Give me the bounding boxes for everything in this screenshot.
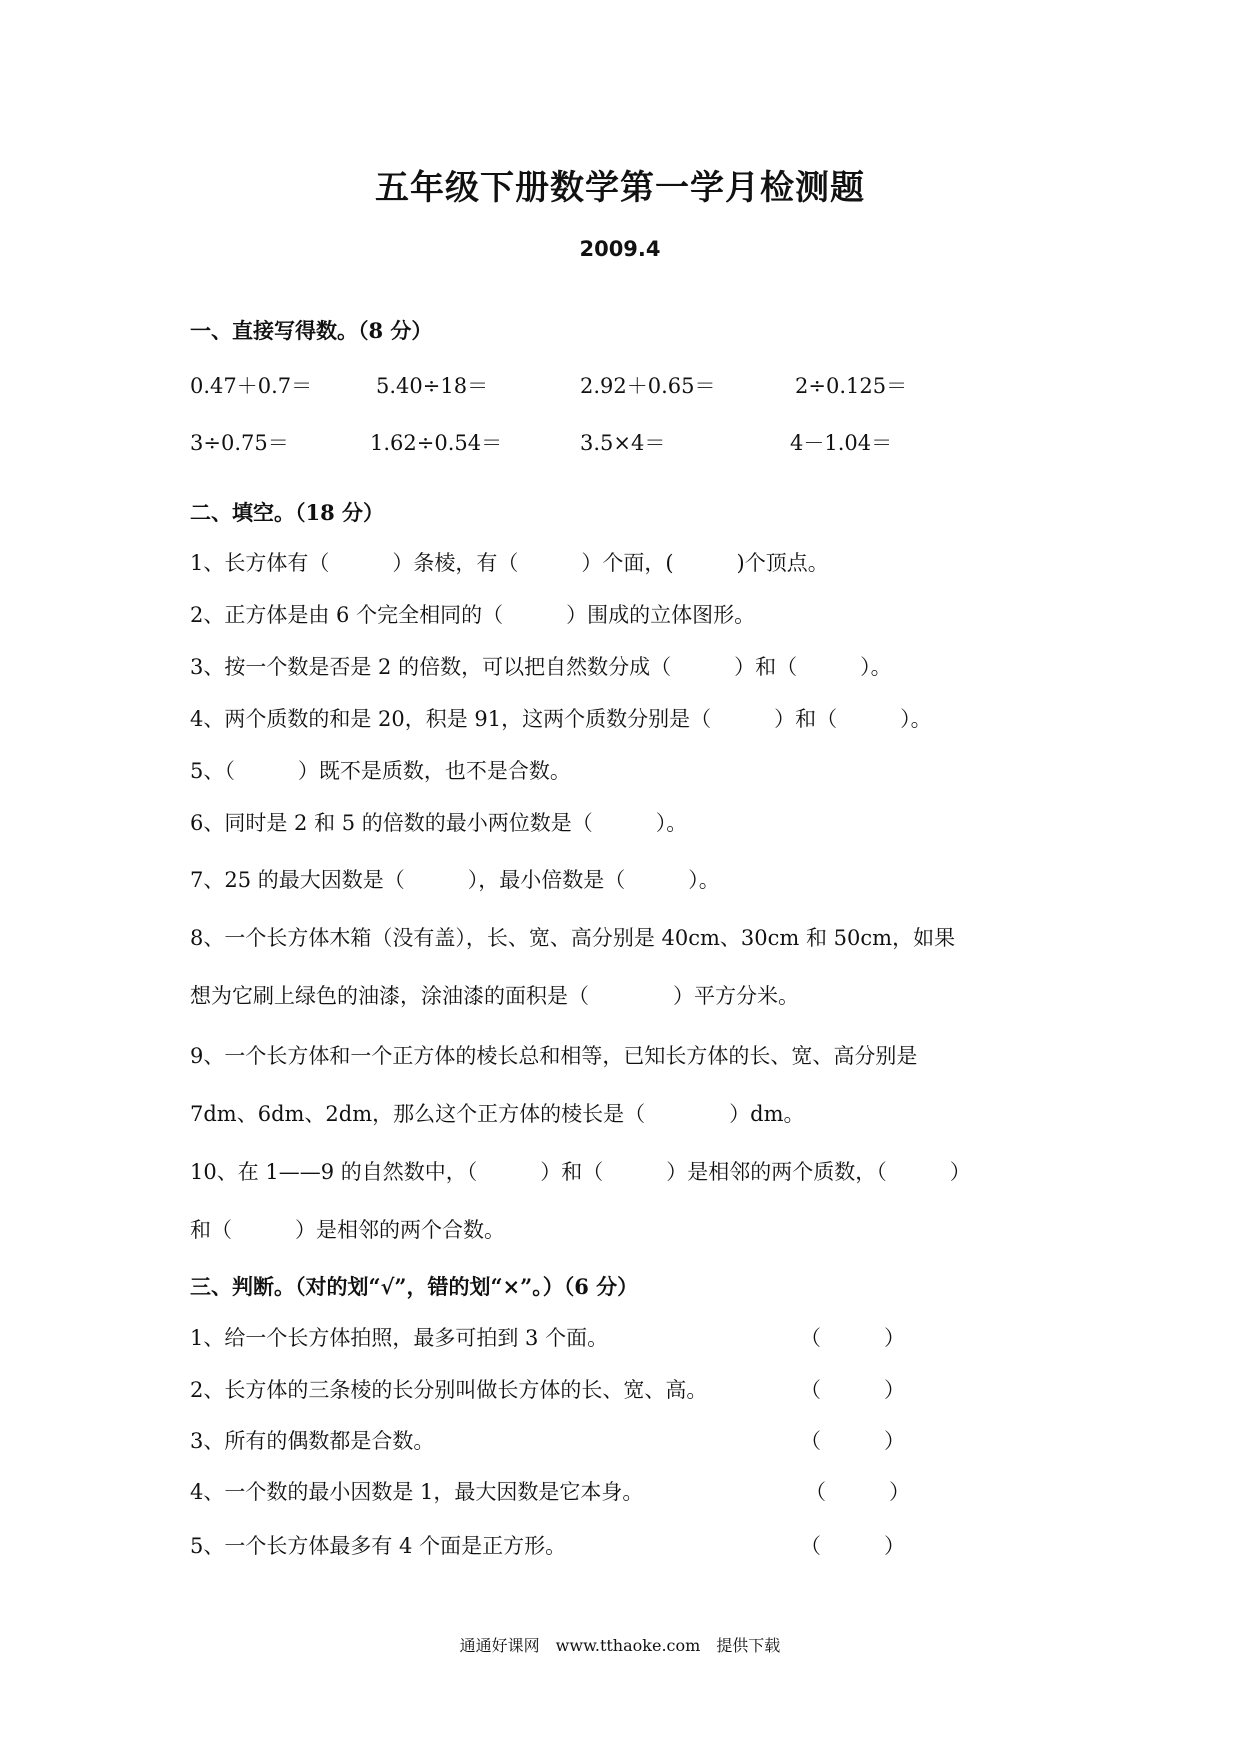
fill-question: 1、长方体有（ ）条棱，有（ ）个面，( )个顶点。 [190,551,829,575]
fill-question: 8、一个长方体木箱（没有盖），长、宽、高分别是 40cm、30cm 和 50cm，如果 [190,926,956,950]
fill-question: 5、（ ）既不是质数，也不是合数。 [190,759,571,783]
calc-item: 3.5×4＝ [580,431,666,455]
section2-heading: 二、填空。（18 分） [190,500,385,525]
judge-question: 3、所有的偶数都是合数。 [190,1429,435,1453]
answer-blank: （ ） [800,1429,905,1453]
judge-question: 4、一个数的最小因数是 1，最大因数是它本身。 [190,1480,644,1504]
fill-question: 6、同时是 2 和 5 的倍数的最小两位数是（ ）。 [190,811,688,835]
fill-question: 2、正方体是由 6 个完全相同的（ ）围成的立体图形。 [190,603,756,627]
fill-question: 3、按一个数是否是 2 的倍数，可以把自然数分成（ ）和（ ）。 [190,655,892,679]
calc-item: 2.92＋0.65＝ [580,374,716,398]
fill-question-continuation: 7dm、6dm、2dm，那么这个正方体的棱长是（ ）dm。 [190,1102,805,1126]
fill-question-continuation: 和（ ）是相邻的两个合数。 [190,1218,505,1242]
answer-blank: （ ） [805,1480,910,1504]
answer-blank: （ ） [800,1378,905,1402]
calc-item: 1.62÷0.54＝ [370,431,503,455]
judge-question: 2、长方体的三条棱的长分别叫做长方体的长、宽、高。 [190,1378,708,1402]
judge-question: 5、一个长方体最多有 4 个面是正方形。 [190,1534,567,1558]
calc-item: 2÷0.125＝ [795,374,908,398]
calc-item: 0.47＋0.7＝ [190,374,313,398]
calc-item: 3÷0.75＝ [190,431,289,455]
exam-date: 2009.4 [579,237,661,261]
page-title: 五年级下册数学第一学月检测题 [375,168,865,208]
calc-item: 4－1.04＝ [790,431,893,455]
fill-question: 7、25 的最大因数是（ ），最小倍数是（ ）。 [190,868,720,892]
judge-question: 1、给一个长方体拍照，最多可拍到 3 个面。 [190,1326,609,1350]
footer-source: 通通好课网 www.tthaoke.com 提供下载 [459,1636,781,1655]
calc-item: 5.40÷18＝ [376,374,489,398]
answer-blank: （ ） [800,1534,905,1558]
section3-heading: 三、判断。（对的划“√”，错的划“×”。）（6 分） [190,1274,639,1299]
fill-question: 10、在 1——9 的自然数中，（ ）和（ ）是相邻的两个质数，（ ） [190,1160,971,1184]
fill-question: 9、一个长方体和一个正方体的棱长总和相等，已知长方体的长、宽、高分别是 [190,1044,918,1068]
fill-question-continuation: 想为它刷上绿色的油漆，涂油漆的面积是（ ）平方分米。 [190,984,799,1008]
fill-question: 4、两个质数的和是 20，积是 91，这两个质数分别是（ ）和（ ）。 [190,707,932,731]
answer-blank: （ ） [800,1326,905,1350]
section1-heading: 一、直接写得数。（8 分） [190,318,433,343]
